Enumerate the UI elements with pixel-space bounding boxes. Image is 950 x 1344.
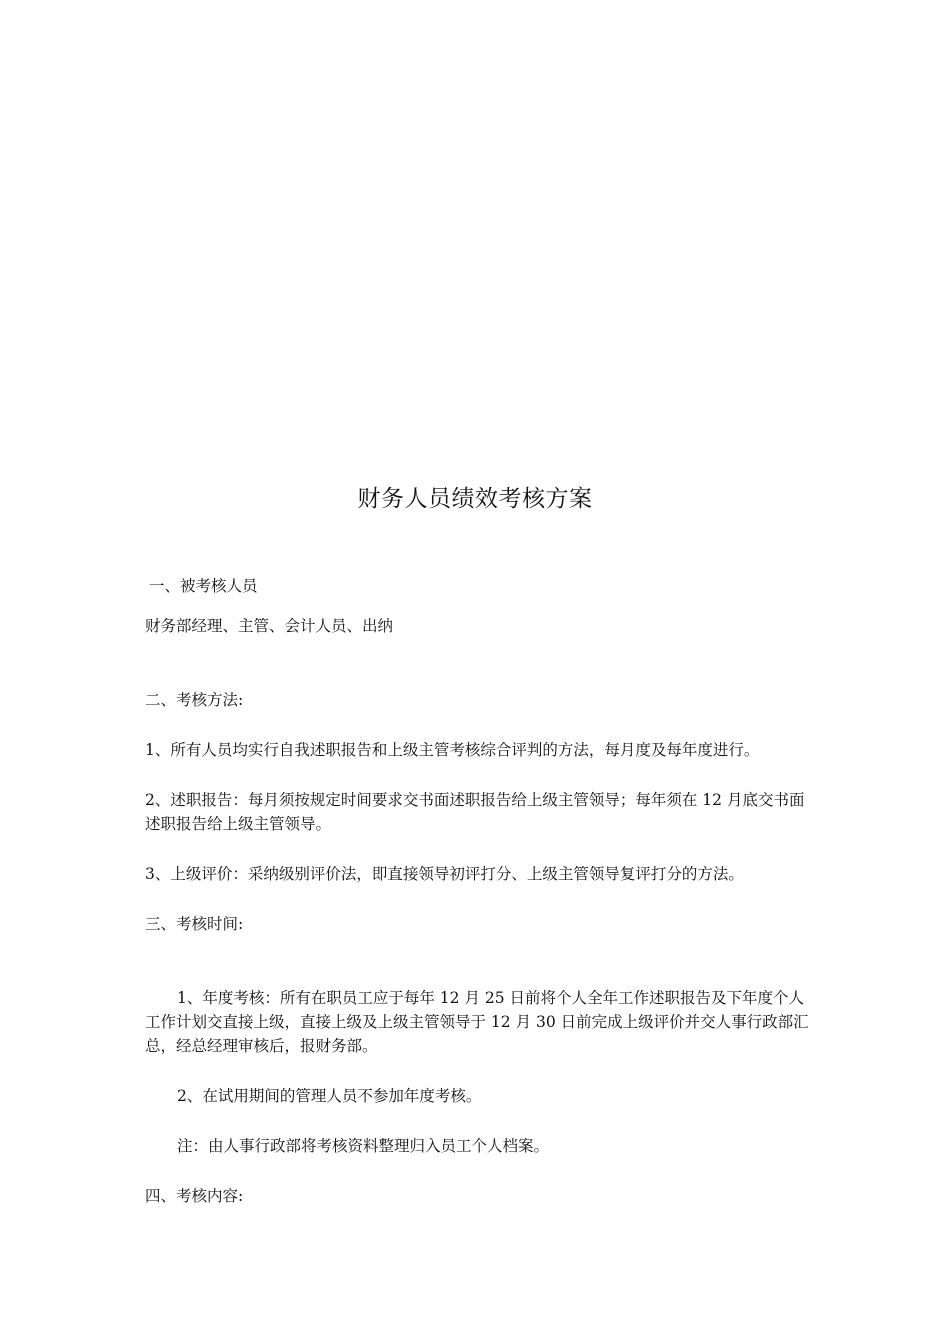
paragraph-time-2: 2、在试用期间的管理人员不参加年度考核。 [177, 1087, 482, 1105]
paragraph-method-2: 2、述职报告：每月须按规定时间要求交书面述职报告给上级主管领导；每年须在 12 月底交书面述职报告给上级主管领导。 [145, 791, 805, 833]
paragraph-personnel: 财务部经理、主管、会计人员、出纳 [145, 617, 394, 635]
paragraph-time-1: 1、年度考核：所有在职员工应于每年 12 月 25 日前将个人全年工作述职报告及下年度个人工作计划交直接上级，直接上级及上级主管领导于 12 月 30 日前完成上级评价并交人事行政部汇总，经总经理审核后，报财务部。 [145, 989, 809, 1055]
section-heading-2: 二、考核方法: [145, 691, 244, 709]
paragraph-method-3: 3、上级评价：采纳级别评价法，即直接领导初评打分、上级主管领导复评打分的方法。 [145, 865, 744, 883]
section-heading-4: 四、考核内容: [145, 1187, 244, 1205]
paragraph-note: 注：由人事行政部将考核资料整理归入员工个人档案。 [177, 1137, 550, 1155]
paragraph-method-1: 1、所有人员均实行自我述职报告和上级主管考核综合评判的方法，每月度及每年度进行。 [145, 741, 760, 759]
section-heading-1: 一、被考核人员 [149, 577, 258, 595]
document-title: 财务人员绩效考核方案 [357, 486, 593, 512]
section-heading-3: 三、考核时间: [145, 915, 244, 933]
document-body [145, 574, 810, 1208]
